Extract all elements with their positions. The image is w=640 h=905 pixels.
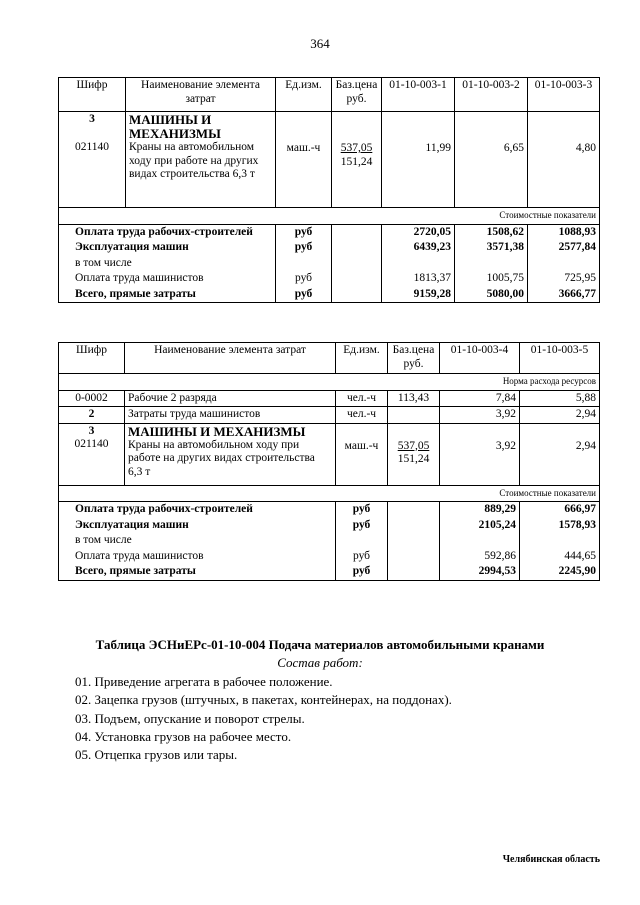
row-code: 2	[59, 407, 125, 424]
cost-label: Стоимостные показатели	[59, 485, 600, 502]
cost-label: Стоимостные показатели	[59, 208, 600, 225]
total-row	[59, 271, 600, 287]
section-code-cell	[59, 423, 125, 485]
header-name: Наименование элемента затрат	[125, 343, 336, 374]
total-row	[59, 240, 600, 256]
total-value-2: 1508,62	[455, 224, 528, 240]
operations-list	[75, 673, 452, 764]
table-header-row	[59, 78, 600, 112]
item-price-2: 151,24	[340, 155, 373, 168]
total-value-2: 444,65	[520, 549, 600, 565]
total-name: Эксплуатация машин	[59, 240, 276, 256]
resource-table-2	[58, 342, 600, 581]
total-name: в том числе	[59, 256, 276, 272]
total-value-1: 1813,37	[382, 271, 455, 287]
header-unit: Ед.изм.	[336, 343, 388, 374]
item-value-2: 6,65	[455, 112, 528, 208]
total-value-3: 1088,93	[528, 224, 600, 240]
total-price-empty	[388, 564, 440, 580]
total-value-2: 3571,38	[455, 240, 528, 256]
operation-item: 04. Установка грузов на рабочее место.	[75, 728, 292, 744]
section-code: 3	[88, 424, 95, 437]
section-code: 3	[89, 113, 95, 125]
item-price-1: 537,05	[397, 439, 430, 452]
norm-label: Норма расхода ресурсов	[59, 374, 600, 391]
header-price: Баз.цена руб.	[332, 78, 382, 112]
total-unit: руб	[336, 549, 388, 565]
row-value-1: 3,92	[440, 407, 520, 424]
row-unit: чел.-ч	[336, 390, 388, 407]
operation-item: 02. Зацепка грузов (штучных, в пакетах, контейнерах, на поддонах).	[75, 692, 452, 708]
total-value-1: 889,29	[440, 502, 520, 518]
total-price-empty	[388, 502, 440, 518]
total-row	[59, 533, 600, 549]
table-row	[59, 423, 600, 485]
row-unit: чел.-ч	[336, 407, 388, 424]
table-title: Таблица ЭСНиЕРс-01-10-004 Подача материалов автомобильными кранами	[95, 637, 545, 652]
item-name: Краны на автомобильном ходу при работе на других видах строительства 6,3 т	[128, 438, 315, 478]
row-price: 113,43	[388, 390, 440, 407]
total-value-2: 1005,75	[455, 271, 528, 287]
row-value-2: 2,94	[520, 407, 600, 424]
section-title: МАШИНЫ И МЕХАНИЗМЫ	[129, 112, 221, 141]
table-header-row	[59, 343, 600, 374]
total-row	[59, 287, 600, 303]
item-value-1: 11,99	[382, 112, 455, 208]
total-name: Всего, прямые затраты	[59, 287, 276, 303]
header-code: Шифр	[59, 343, 125, 374]
header-col-4: 01-10-003-4	[440, 343, 520, 374]
work-composition-subtitle: Состав работ:	[277, 655, 363, 670]
total-price-empty	[332, 224, 382, 240]
row-price	[388, 407, 440, 424]
total-unit: руб	[276, 240, 332, 256]
item-code: 021140	[74, 140, 110, 153]
total-value-1: 2720,05	[382, 224, 455, 240]
total-unit: руб	[276, 224, 332, 240]
total-row	[59, 224, 600, 240]
item-name-cell	[125, 423, 336, 485]
total-price-empty	[332, 240, 382, 256]
total-value-2: 5080,00	[455, 287, 528, 303]
total-price-empty	[388, 518, 440, 534]
item-name: Краны на автомобильном ходу при работе на других видах строительства 6,3 т	[129, 141, 259, 180]
item-price-1: 537,05	[340, 142, 373, 154]
total-row	[59, 502, 600, 518]
total-unit: руб	[276, 271, 332, 287]
total-name: Эксплуатация машин	[59, 518, 336, 534]
total-name: Всего, прямые затраты	[59, 564, 336, 580]
total-name: в том числе	[59, 533, 336, 549]
total-value-1: 592,86	[440, 549, 520, 565]
total-name: Оплата труда рабочих-строителей	[59, 502, 336, 518]
region-footer: Челябинская область	[502, 854, 600, 865]
page-number: 364	[310, 36, 330, 51]
total-unit: руб	[336, 564, 388, 580]
total-value-3: 3666,77	[528, 287, 600, 303]
total-unit: руб	[336, 518, 388, 534]
row-value-2: 5,88	[520, 390, 600, 407]
item-code: 021140	[74, 438, 109, 450]
operation-item: 05. Отцепка грузов или тары.	[75, 747, 238, 763]
item-value-2: 2,94	[520, 423, 600, 485]
total-value-2: 2245,90	[520, 564, 600, 580]
header-col-3: 01-10-003-3	[528, 78, 600, 112]
item-price-cell	[332, 112, 382, 208]
item-value-1: 3,92	[440, 423, 520, 485]
header-price: Баз.цена руб.	[388, 343, 440, 374]
row-name: Затраты труда машинистов	[125, 407, 336, 424]
cost-label-row	[59, 208, 600, 225]
row-code: 0-0002	[59, 390, 125, 407]
total-price-empty	[332, 287, 382, 303]
total-row	[59, 256, 600, 272]
total-name: Оплата труда машинистов	[59, 271, 276, 287]
total-value-3: 2577,84	[528, 240, 600, 256]
total-value-1: 2994,53	[440, 564, 520, 580]
header-col-2: 01-10-003-2	[455, 78, 528, 112]
total-value-1: 6439,23	[382, 240, 455, 256]
section-title: МАШИНЫ И МЕХАНИЗМЫ	[128, 423, 306, 439]
total-name: Оплата труда рабочих-строителей	[59, 224, 276, 240]
total-price-empty	[388, 549, 440, 565]
table-row	[59, 390, 600, 407]
header-col-1: 01-10-003-1	[382, 78, 455, 112]
row-name: Рабочие 2 разряда	[125, 390, 336, 407]
cost-label-row	[59, 485, 600, 502]
operation-item: 01. Приведение агрегата в рабочее положение.	[75, 674, 333, 689]
total-unit: руб	[336, 502, 388, 518]
header-code: Шифр	[59, 78, 126, 112]
header-unit: Ед.изм.	[276, 78, 332, 112]
total-value-2: 1578,93	[520, 518, 600, 534]
total-value-3: 725,95	[528, 271, 600, 287]
total-row	[59, 564, 600, 580]
item-value-3: 4,80	[528, 112, 600, 208]
item-price-2: 151,24	[397, 453, 430, 465]
section-code-cell	[59, 112, 126, 208]
item-name-cell	[126, 112, 276, 208]
total-value-1: 9159,28	[382, 287, 455, 303]
item-price-cell	[388, 423, 440, 485]
operation-item: 03. Подъем, опускание и поворот стрелы.	[75, 710, 305, 726]
row-value-1: 7,84	[440, 390, 520, 407]
item-unit: маш.-ч	[276, 112, 332, 208]
total-value-2: 666,97	[520, 502, 600, 518]
resource-table-1	[58, 77, 600, 303]
total-unit: руб	[276, 287, 332, 303]
item-unit: маш.-ч	[336, 423, 388, 485]
total-row	[59, 518, 600, 534]
total-name: Оплата труда машинистов	[59, 549, 336, 565]
total-row	[59, 549, 600, 565]
total-price-empty	[332, 271, 382, 287]
total-value-1: 2105,24	[440, 518, 520, 534]
table-row	[59, 407, 600, 424]
header-name: Наименование элемента затрат	[126, 78, 276, 112]
header-col-5: 01-10-003-5	[520, 343, 600, 374]
norm-label-row	[59, 374, 600, 391]
table-row	[59, 112, 600, 208]
